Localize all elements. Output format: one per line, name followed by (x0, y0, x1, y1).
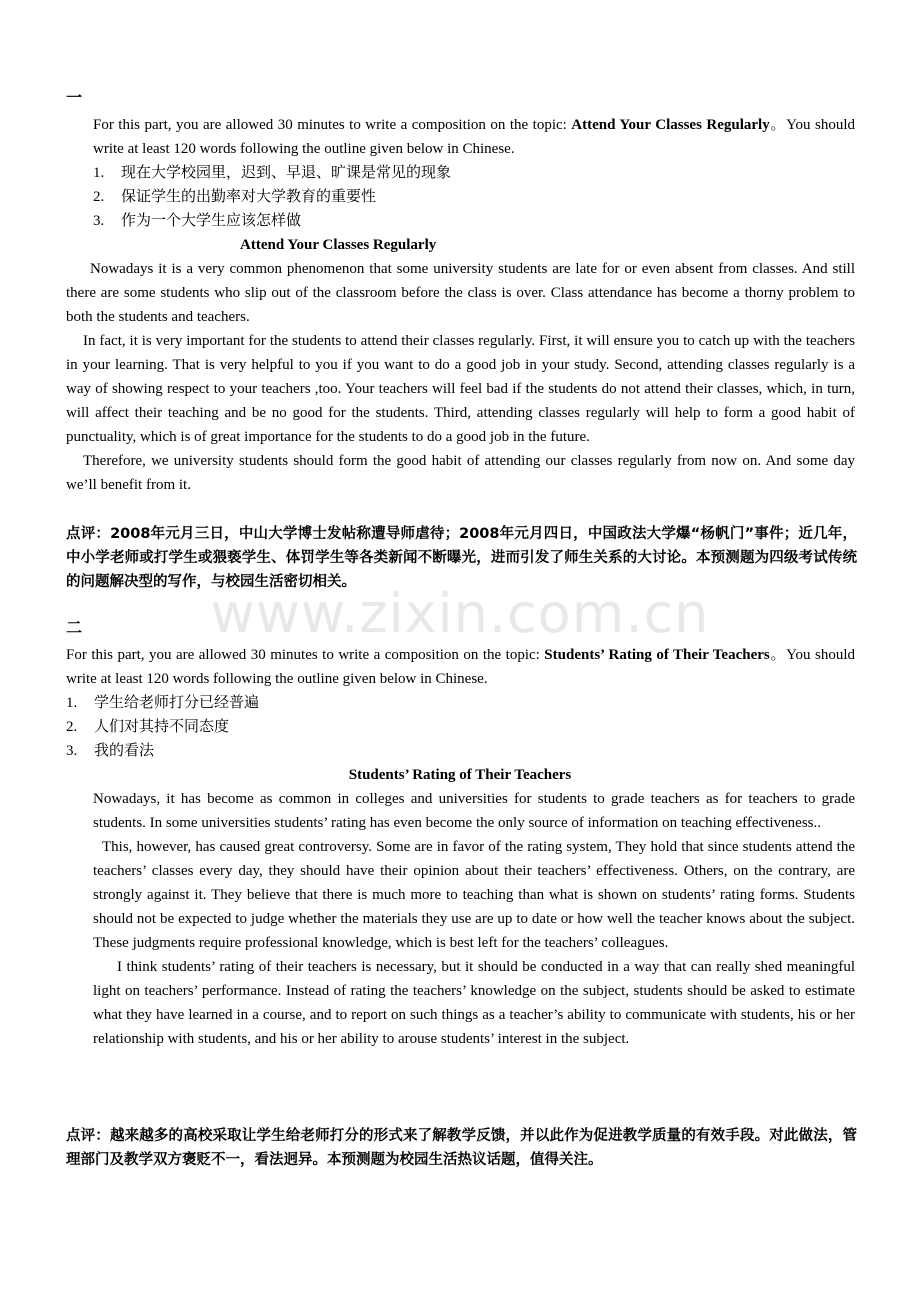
section-1-comment: 点评：2008年元月三日，中山大学博士发帖称遭导师虐待；2008年元月四日，中国政法大学爆“杨帆门”事件；近几年，中小学老师或打学生或猥亵学生、体罚学生等各类新闻不断曝光，进而引发了师生关系的大讨论。本预测题为四级考试传统的问题解决型的写作，与校园生活密切相关。 (66, 526, 857, 590)
essay-paragraph: Nowadays it is a very common phenomenon that some university students are late for or even absent from classes. And still there are some students who slip out of the classroom before the class is over. Class attendance has become a thorny problem to both the students and teachers. (66, 261, 855, 325)
essay-paragraph: I think students’ rating of their teachers is necessary, but it should be conducted in a way that can really shed meaningful light on teachers’ performance. Instead of rating the teachers’ knowledge on the subject, students should be asked to estimate what they have learned in a course, and to report on such things as a teacher’s ability to communicate with students, his or her relationship with students, and his or her ability to arouse students’ interest in the subject. (93, 959, 855, 1047)
outline-item: 3. 我的看法 (66, 743, 155, 759)
watermark: www.zixin.com.cn (210, 582, 710, 645)
essay-paragraph: This, however, has caused great controversy. Some are in favor of the rating system, They hold that since students attend the teachers’ classes every day, they should have their opinion about their teachers’ effectiveness. Others, on the contrary, are strongly against it. They believe that there is much more to teaching than what is shown on students’ rating forms. Students should not be expected to judge whether the materials they use are up to date or how well the teacher knows about the subject. These judgments require professional knowledge, which is best left for the teachers’ colleagues. (93, 839, 855, 951)
section-1-prompt: For this part, you are allowed 30 minutes to write a composition on the topic: Attend Your Classes Regularly。You should write at least 120 words following the outline given below in Chinese. 1. 现在大学校园里，迟到、早退、旷课是常见的现象 2. 保证学生的出勤率对大学教育的重要性 3. 作为一个大学生应该怎样做 (93, 113, 855, 233)
essay-paragraph: In fact, it is very important for the students to attend their classes regularly. First, it will ensure you to catch up with the teachers in your learning. That is very helpful to you if you want to do a good job in your study. Second, attending classes regularly is a way of showing respect to your teachers ,too. Your teachers will feel bad if the students do not attend their classes, which, in turn, will affect their teaching and be no good for the students. Third, attending classes regularly will help to form a good habit of punctuality, which is of great importance for the students to do a good job in the future. (66, 333, 855, 445)
section-2-prompt: For this part, you are allowed 30 minutes to write a composition on the topic: Students’ Rating of Their Teachers。You should write at least 120 words following the outline given below in Chinese. 1. 学生给老师打分已经普遍 2. 人们对其持不同态度 3. 我的看法 (66, 643, 855, 763)
section-1-essay (66, 257, 855, 497)
section-2-comment: 点评：越来越多的高校采取让学生给老师打分的形式来了解教学反馈，并以此作为促进教学质量的有效手段。对此做法，管理部门及教学双方褒贬不一，看法迥异。本预测题为校园生活热议话题，值得关注。 (66, 1128, 857, 1168)
section-1-number: 一 (66, 90, 83, 107)
essay-paragraph: Therefore, we university students should form the good habit of attending our classes regularly from now on. And some day we’ll benefit from it. (66, 453, 855, 493)
section-1-essay-title: Attend Your Classes Regularly (240, 237, 437, 253)
section-1-topic: Attend Your Classes Regularly (571, 117, 770, 133)
outline-item: 1. 现在大学校园里，迟到、早退、旷课是常见的现象 (93, 165, 452, 181)
section-2-topic: Students’ Rating of Their Teachers (544, 647, 770, 663)
essay-paragraph: Nowadays, it has become as common in colleges and universities for students to grade teachers as for teachers to grade students. In some universities students’ rating has even become the only source of information on teaching effectiveness.. (93, 791, 855, 831)
outline-item: 1. 学生给老师打分已经普遍 (66, 695, 260, 711)
outline-item: 2. 人们对其持不同态度 (66, 719, 230, 735)
section-2-essay (93, 787, 855, 1051)
section-1-outline (93, 161, 855, 233)
section-2-essay-title: Students’ Rating of Their Teachers (348, 767, 572, 783)
section-2-outline (66, 691, 855, 763)
section-2-number: 二 (66, 620, 83, 637)
outline-item: 3. 作为一个大学生应该怎样做 (93, 213, 302, 229)
outline-item: 2. 保证学生的出勤率对大学教育的重要性 (93, 189, 377, 205)
